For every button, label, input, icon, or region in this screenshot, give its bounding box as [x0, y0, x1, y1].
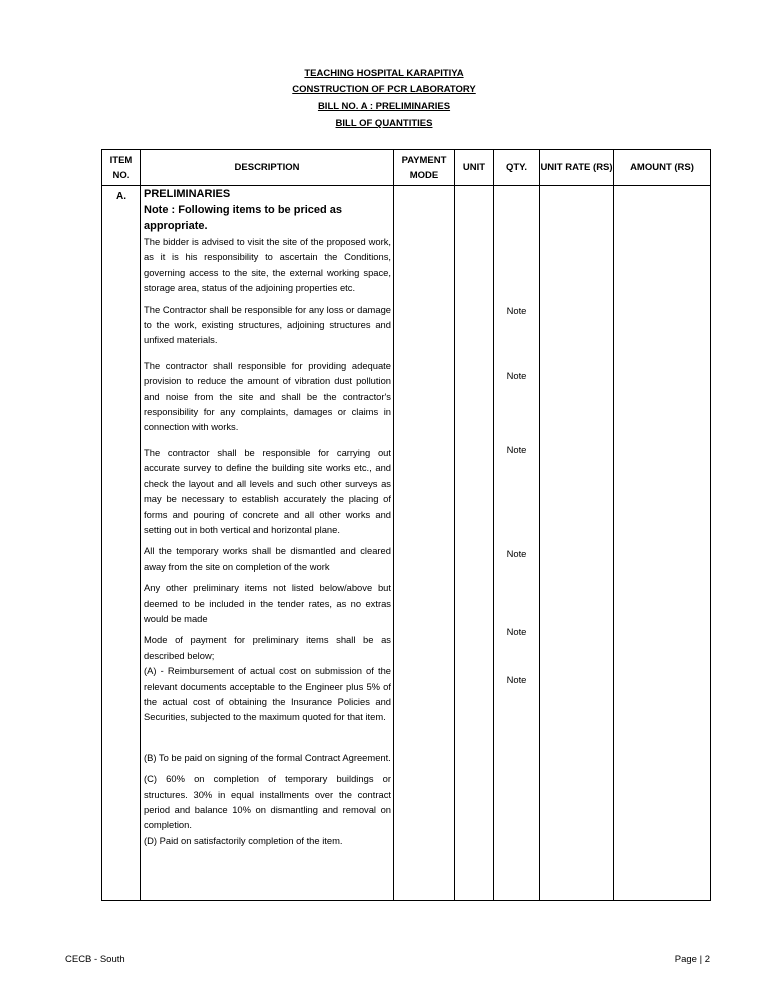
footer-left: CECB - South [65, 954, 125, 965]
col-unit: UNIT [455, 150, 494, 186]
paragraph-mode-a: (A) - Reimbursement of actual cost on submission of the relevant documents acceptable to the Engineer plus 5% of the actual cost of obtaining the Insurance Policies and Securities, subjected to the maximum quoted for that item. [144, 665, 391, 723]
unit-rate-cell [540, 186, 614, 901]
item-number: A. [102, 186, 141, 901]
paragraph-loss-damage: The Contractor shall be responsible for any loss or damage to the work, existing structures, adjoining structures and unfixed materials. [144, 303, 391, 346]
paragraph-mode-c: (C) 60% on completion of temporary buildings or structures. 30% in equal installments over the contract period and balance 10% on dismantling and removal on completion. [144, 773, 391, 831]
header-boq: BILL OF QUANTITIES [335, 118, 433, 129]
col-description: DESCRIPTION [141, 150, 394, 186]
qty-note: Note [506, 305, 527, 316]
qty-note: Note [506, 370, 527, 381]
col-unit-rate: UNIT RATE (RS) [540, 150, 614, 186]
col-qty: QTY. [494, 150, 540, 186]
paragraph-temporary-works: All the temporary works shall be dismantled and cleared away from the site on completion of the work [144, 545, 391, 572]
header-bill-no: BILL NO. A : PRELIMINARIES [317, 101, 451, 112]
col-item-no: ITEM NO. [102, 150, 141, 186]
table-header-row [102, 150, 711, 186]
section-note: Note : Following items to be priced as appropriate. [144, 204, 343, 232]
footer-page-number: Page | 2 [674, 954, 710, 965]
header-project: CONSTRUCTION OF PCR LABORATORY [292, 84, 476, 95]
boq-table [101, 149, 711, 901]
qty-cell [494, 186, 540, 901]
col-payment-mode: PAYMENT MODE [394, 150, 455, 186]
payment-mode-cell [394, 186, 455, 901]
paragraph-mode-d: (D) Paid on satisfactorily completion of the item. [144, 834, 343, 846]
amount-cell [614, 186, 711, 901]
unit-cell [455, 186, 494, 901]
paragraph-survey: The contractor shall be responsible for carrying out accurate survey to define the building site works etc., and check the layout and all levels and such other surveys as may be necessary to establish accurately the placing of forms and pouring of concrete and all other works and setting out in both vertical and horizontal plane. [144, 446, 391, 535]
paragraph-site-visit: The bidder is advised to visit the site of the proposed work, as it is his responsibility to ascertain the Conditions, governing access to the site, the external working space, storage area, status of the adjoining properties etc. [144, 236, 391, 294]
description-cell [141, 186, 394, 901]
table-row [102, 186, 711, 901]
paragraph-payment-mode: Mode of payment for preliminary items shall be as described below; [144, 634, 391, 661]
header-hospital: TEACHING HOSPITAL KARAPITIYA [304, 68, 464, 79]
qty-note: Note [506, 626, 527, 637]
col-amount: AMOUNT (RS) [614, 150, 711, 186]
qty-note: Note [506, 444, 527, 455]
paragraph-mode-b: (B) To be paid on signing of the formal Contract Agreement. [144, 751, 391, 763]
paragraph-other-items: Any other preliminary items not listed below/above but deemed to be included in the tender rates, as no extras would be made [144, 582, 391, 624]
qty-note: Note [506, 674, 527, 685]
qty-note: Note [506, 548, 527, 559]
paragraph-pollution: The contractor shall responsible for providing adequate provision to reduce the amount of vibration dust pollution and noise from the site and shall be the contractor's responsibility for any complaints, damages or claims in connection with works. [144, 359, 391, 433]
section-title: PRELIMINARIES [144, 188, 231, 200]
